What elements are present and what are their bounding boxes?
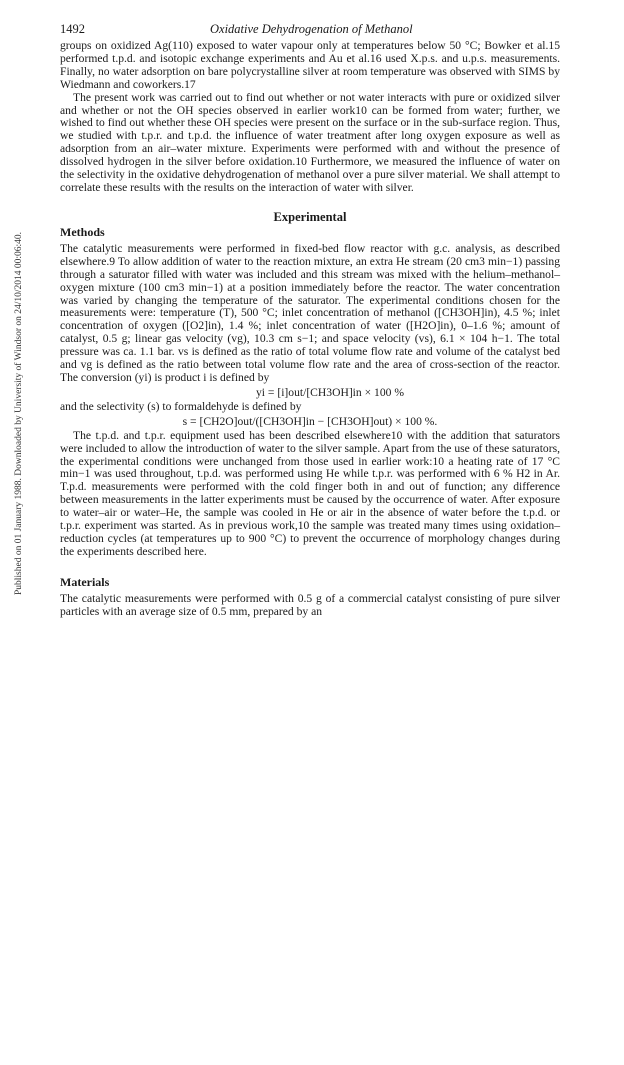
methods-paragraph-2: and the selectivity (s) to formaldehyde is defined by	[60, 399, 302, 413]
subsection-heading-methods: Methods	[60, 224, 105, 239]
download-notice	[14, 231, 28, 1065]
intro-paragraph-1: groups on oxidized Ag(110) exposed to water vapour only at temperatures below 50 °C; Bowker et al.15 performed t.p.d. and isotopic exchange experiments and Au et al.16 used X.p.s. and u.p.s. measurements. Finally, no water adsorption on bare polycrystalline silver at room temperature was observed with SIMS by Wiedmann and coworkers.17	[60, 39, 560, 91]
download-notice-text: Published on 01 January 1988. Downloaded by University of Windsor on 24/10/2014 00:06:40.	[14, 231, 24, 595]
journal-page	[60, 22, 560, 619]
equation-conversion: yi = [i]out/[CH3OH]in × 100 %	[255, 385, 404, 399]
page-header	[60, 22, 560, 40]
page-number: 1492	[60, 22, 85, 36]
materials-paragraph: The catalytic measurements were performed with 0.5 g of a commercial catalyst consisting of pure silver particles with an average size of 0.5 mm, prepared by an	[60, 591, 560, 618]
equation-selectivity: s = [CH2O]out/([CH3OH]in − [CH3OH]out) × 100 %.	[182, 414, 438, 428]
methods-paragraph-1: The catalytic measurements were performed in fixed-bed flow reactor with g.c. analysis, as described elsewhere.9 To allow addition of water to the reaction mixture, an extra He stream (20 cm3 min−1) passing through a saturator filled with water was included and this stream was mixed with the helium–methanol–oxygen mixture (100 cm3 min−1) at a position immediately before the reactor. The water concentration was varied by changing the temperature of the saturator. The experimental conditions chosen for the measurements were: temperature (T), 500 °C; inlet concentration of methanol ([CH3OH]in), 4.5 %; inlet concentration of oxygen ([O2]in), 1.4 %; inlet concentration of water ([H2O]in), 0–1.6 %; amount of catalyst, 0.5 g; linear gas velocity (vg), 10.3 cm s−1; and space velocity (vs), 6.1 × 104 h−1. The total pressure was ca. 1.1 bar. vs is defined as the ratio of total volume flow rate and volume of the catalyst bed and vg is defined as the ratio between total volume flow rate and the area of cross-section of the reactor. The conversion (yi) is product i is defined by	[60, 241, 560, 384]
section-title-experimental: Experimental	[273, 209, 347, 224]
intro-paragraph-2: The present work was carried out to find out whether or not water interacts with pure or oxidized silver and whether or not the OH species observed in earlier work10 can be formed from water; further, we wished to find out whether these OH species were present on the surface or in the sub-surface region. Thus, we studied with t.p.r. and t.p.d. the influence of water treatment after long oxygen exposure as well as adsorption from an air–water mixture. Experiments were performed with and without the presence of dissolved hydrogen in the silver before oxidation.10 Furthermore, we measured the influence of water on the selectivity in the oxidative dehydrogenation of methanol over a pure silver material. We shall attempt to correlate these results with the results on the interaction of water with silver.	[60, 90, 560, 194]
running-title: Oxidative Dehydrogenation of Methanol	[210, 22, 413, 36]
methods-paragraph-3: The t.p.d. and t.p.r. equipment used has been described elsewhere10 with the addition that saturators were included to allow the introduction of water to the silver sample. Apart from the use of these saturators, the experimental conditions were unchanged from those used in earlier work:10 a heating rate of 17 °C min−1 was used throughout, t.p.d. was performed using He while t.p.r. was performed with 6 % H2 in Ar. T.p.d. measurements were performed with the cold finger both in and out of function; any difference between measurements in the latter experiments must be caused by the occurrence of water. After exposure to water–air or water–He, the sample was cooled in He or air in the absence of water before the t.p.d. or t.p.r. experiment was started. As in previous work,10 the sample was treated many times using oxidation–reduction cycles (at temperatures up to 900 °C) to prevent the occurrence of morphology changes during the experiments described here.	[60, 428, 560, 558]
subsection-heading-materials: Materials	[60, 574, 110, 589]
